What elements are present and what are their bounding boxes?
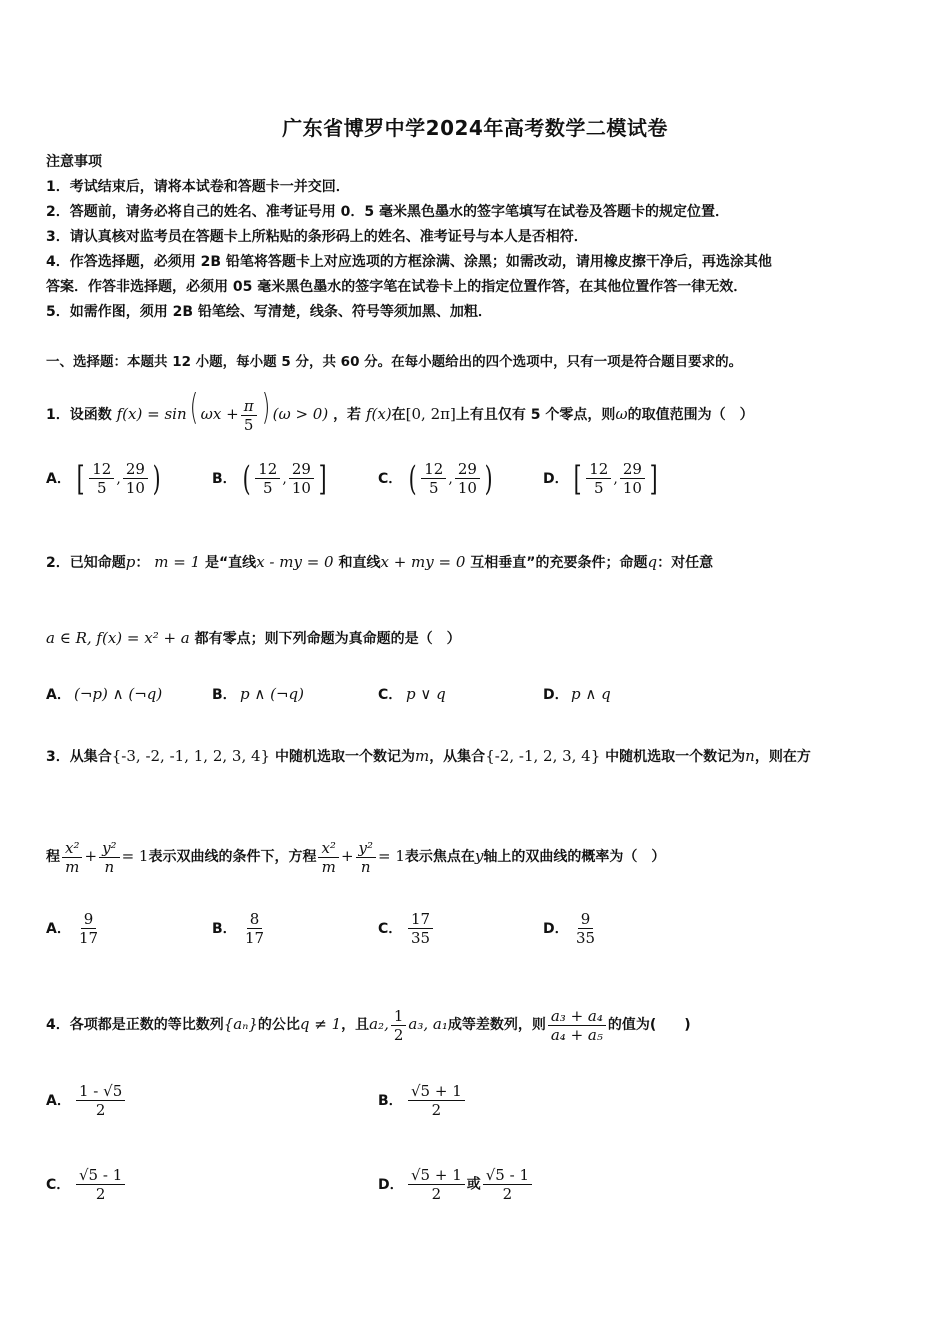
notice-4-cont: 答案．作答非选择题，必须用 05 毫米黑色墨水的签字笔在试卷卡上的指定位置作答，在其他位置作答一律无效． [46,279,748,295]
exam-title: 广东省博罗中学2024年高考数学二模试卷 [282,116,668,140]
notice-2: 2．答题前，请务必将自己的姓名、准考证号用 0．5 毫米黑色墨水的签字笔填写在试卷及答题卡的规定位置． [46,204,729,220]
notice-3: 3．请认真核对监考员在答题卡上所粘贴的条形码上的姓名、准考证号与本人是否相符． [46,229,588,245]
q2-option-d[interactable]: D． p ∧ q [543,685,611,703]
q2-option-c[interactable]: C． p ∨ q [378,685,446,703]
q2-option-a[interactable]: A． (¬p) ∧ (¬q) [46,685,163,703]
q2-option-b[interactable]: B． p ∧ (¬q) [212,685,304,703]
notice-heading: 注意事项 [46,154,102,170]
q1-option-c[interactable]: C． ( $\frac{12}{5}$ , $\frac{29}{10}$ ) [378,458,493,499]
question-3: 3．从集合{-3, -2, -1, 1, 2, 3, 4} 中随机选取一个数记为m，从集合{-2, -1, 2, 3, 4} 中随机选取一个数记为n，则在方 [46,747,811,765]
q4-option-a[interactable]: A． $\frac{1 - √5}{2}$ [46,1082,127,1119]
q4-option-b[interactable]: B． $\frac{√5 + 1}{2}$ [378,1082,467,1119]
q3-option-a[interactable]: A． $\frac{9}{17}$ [46,910,99,947]
q3-option-d[interactable]: D． $\frac{9}{35}$ [543,910,596,947]
question-3-cont: 程 $\frac{\text{x²}}{m}$ + $\frac{\text{y²}}{n}$ = 1表示双曲线的条件下，方程 $\frac{\text{x²}}{m}$ + $\frac{\text{y²}}{n}$ = 1表示焦点在y轴上的双曲线的概率为（ ） [46,838,666,876]
question-2-cont: a ∈ R, f(x) = x² + a 都有零点；则下列命题为真命题的是（ ） [46,629,461,647]
notice-1: 1．考试结束后，请将本试卷和答题卡一并交回． [46,179,350,195]
q3-option-c[interactable]: C． $\frac{17}{35}$ [378,910,435,947]
question-2: 2．已知命题p： m = 1 是“直线x - my = 0 和直线x + my = 0 互相垂直”的充要条件；命题q：对任意 [46,553,714,571]
q1-option-d[interactable]: D． [ $\frac{12}{5}$ , $\frac{29}{10}$ ] [543,458,658,499]
question-1: 1．设函数 f(x) = sin( ωx + $\frac{\pi}{5}$ ) (ω > 0) ，若 f(x)在[0, 2π]上有且仅有 5 个零点，则ω的取值范围为（ ） [46,387,754,434]
q4-option-d[interactable]: D． $\frac{√5 + 1}{2}$ 或 $\frac{√5 - 1}{2}$ [378,1166,534,1203]
question-4: 4．各项都是正数的等比数列{aₙ}的公比q ≠ 1，且a₂, $\frac{1}{2}$ a₃, a₁成等差数列，则 $\frac{\text{a₃ + a₄}}{\text{a₄ + a₅}}$ 的值为( ) [46,1006,691,1044]
q1-option-b[interactable]: B． ( $\frac{12}{5}$ , $\frac{29}{10}$ ] [212,458,327,499]
q3-option-b[interactable]: B． $\frac{8}{17}$ [212,910,265,947]
notice-4: 4．作答选择题，必须用 2B 铅笔将答题卡上对应选项的方框涂满、涂黑；如需改动，请用橡皮擦干净后，再选涂其他 [46,254,772,270]
notice-5: 5．如需作图，须用 2B 铅笔绘、写清楚，线条、符号等须加黑、加粗． [46,304,492,320]
section-heading: 一、选择题：本题共 12 小题，每小题 5 分，共 60 分。在每小题给出的四个选项中，只有一项是符合题目要求的。 [46,354,743,370]
q4-option-c[interactable]: C． $\frac{√5 - 1}{2}$ [46,1166,127,1203]
q1-option-a[interactable]: A． [ $\frac{12}{5}$ , $\frac{29}{10}$ ) [46,458,161,499]
